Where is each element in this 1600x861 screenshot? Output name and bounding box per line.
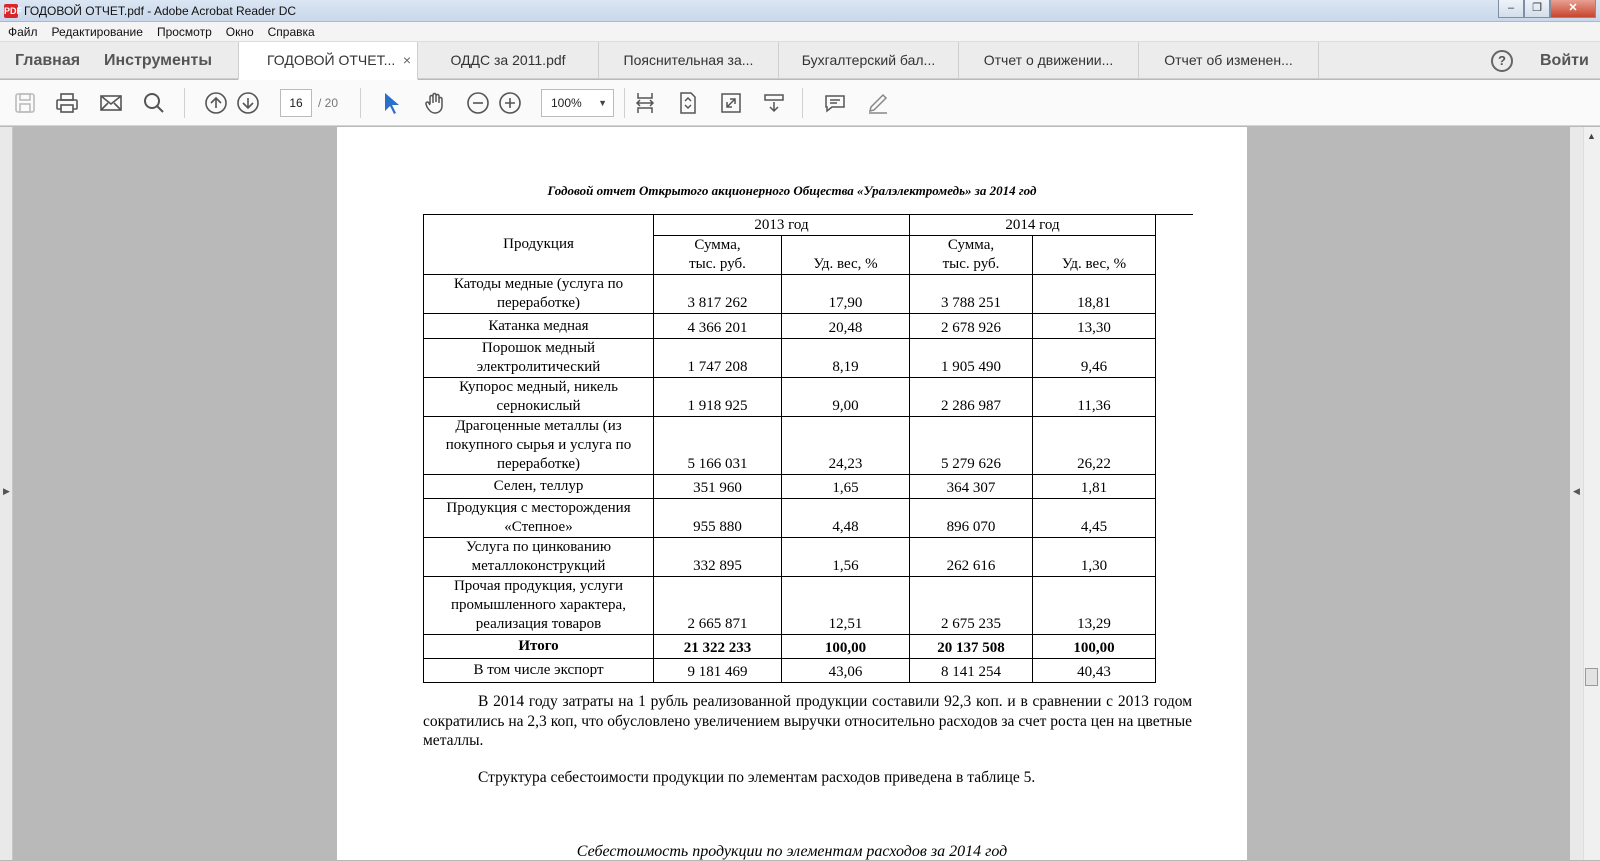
window-controls	[1498, 0, 1596, 18]
cell-share-2013: 24,23	[782, 417, 910, 475]
document-header: Годовой отчет Открытого акционерного Общества «Уралэлектромедь» за 2014 год	[547, 183, 1037, 198]
table-row	[424, 577, 1156, 635]
cell-share-2013: 43,06	[782, 659, 910, 683]
cell-share-2014: 40,43	[1033, 659, 1156, 683]
page-number-input[interactable]: 16	[280, 89, 312, 117]
cell-share-2014: 18,81	[1033, 275, 1156, 314]
paragraph-costs: В 2014 году затраты на 1 рубль реализованной продукции составили 92,3 коп. и в сравнении с 2013 годом сократились на 2,3 коп, что обусловлено увеличением выручки относительно расходов за счет роста цен на цветные металлы.	[423, 693, 1192, 749]
cell-share-2013: 1,56	[782, 538, 910, 577]
menu-edit[interactable]: Редактирование	[51, 24, 143, 39]
table-row	[424, 339, 1156, 378]
cell-share-2013: 100,00	[782, 635, 910, 659]
window-title: ГОДОВОЙ ОТЧЕТ.pdf - Adobe Acrobat Reader DC	[24, 3, 297, 18]
toolbar	[0, 80, 1600, 126]
table-row	[424, 378, 1156, 417]
zoom-select[interactable]	[541, 89, 614, 117]
minimize-button[interactable]: –	[1498, 0, 1524, 18]
cell-share-2014: 4,45	[1033, 499, 1156, 538]
cell-share-2013: 17,90	[782, 275, 910, 314]
highlight-pen-icon[interactable]	[865, 90, 891, 116]
table-row	[424, 499, 1156, 538]
nav-home[interactable]: Главная	[15, 52, 81, 69]
zoom-in-icon[interactable]	[497, 90, 523, 116]
zoom-out-icon[interactable]	[465, 90, 491, 116]
expand-left-pane-icon[interactable]: ▶	[3, 486, 10, 496]
tab-balance-sheet[interactable]: Бухгалтерский бал...	[779, 42, 959, 79]
cell-share-2013: 4,48	[782, 499, 910, 538]
tab-label: ГОДОВОЙ ОТЧЕТ...	[267, 52, 396, 68]
row-name: Продукция с месторождения «Степное»	[424, 499, 654, 538]
cell-share-2013: 9,00	[782, 378, 910, 417]
row-name: Прочая продукция, услуги промышленного характера, реализация товаров	[424, 577, 654, 635]
column-header-share-2013: Уд. вес, %	[782, 236, 910, 275]
fit-page-icon[interactable]	[675, 90, 701, 116]
cell-sum-2013: 4 366 201	[654, 314, 782, 339]
cell-share-2013: 8,19	[782, 339, 910, 378]
table-edge-line	[1153, 214, 1193, 215]
cell-sum-2013: 3 817 262	[654, 275, 782, 314]
cell-share-2014: 11,36	[1033, 378, 1156, 417]
comment-icon[interactable]	[822, 90, 848, 116]
toolbar-separator	[624, 88, 625, 118]
cell-sum-2014: 8 141 254	[910, 659, 1033, 683]
toolbar-separator	[360, 88, 361, 118]
menu-window[interactable]: Окно	[225, 24, 254, 39]
cell-sum-2014: 1 905 490	[910, 339, 1033, 378]
column-header-share-2014: Уд. вес, %	[1033, 236, 1156, 275]
row-name: Купорос медный, никель сернокислый	[424, 378, 654, 417]
cell-sum-2013: 332 895	[654, 538, 782, 577]
vertical-scrollbar[interactable]	[1583, 127, 1600, 860]
row-name: Услуга по цинкованию металлоконструкций	[424, 538, 654, 577]
tab-odds-2011[interactable]: ОДДС за 2011.pdf	[418, 42, 599, 79]
paragraph-structure: Структура себестоимости продукции по элементам расходов приведена в таблице 5.	[478, 769, 1036, 786]
sign-in-button[interactable]: Войти	[1540, 52, 1589, 69]
cell-share-2014: 9,46	[1033, 339, 1156, 378]
toolbar-separator	[802, 88, 803, 118]
pdf-page	[337, 127, 1247, 860]
row-name: В том числе экспорт	[424, 659, 654, 683]
cell-share-2014: 1,81	[1033, 475, 1156, 499]
cell-sum-2013: 351 960	[654, 475, 782, 499]
row-name: Итого	[424, 635, 654, 659]
hand-tool-icon[interactable]	[422, 90, 448, 116]
row-name: Катоды медные (услуга по переработке)	[424, 275, 654, 314]
table-row	[424, 417, 1156, 475]
email-icon[interactable]	[98, 90, 124, 116]
tab-annual-report[interactable]	[238, 42, 418, 80]
column-header-2013: 2013 год	[654, 215, 910, 236]
cell-sum-2013: 9 181 469	[654, 659, 782, 683]
menu-view[interactable]: Просмотр	[156, 24, 212, 39]
column-header-sum-2014: Сумма, тыс. руб.	[910, 236, 1033, 275]
cell-sum-2014: 364 307	[910, 475, 1033, 499]
toolbar-separator	[184, 88, 185, 118]
close-tab-icon[interactable]: ×	[402, 52, 411, 68]
cell-sum-2014: 2 675 235	[910, 577, 1033, 635]
title-bar	[0, 0, 1600, 22]
cell-sum-2013: 5 166 031	[654, 417, 782, 475]
cell-sum-2014: 20 137 508	[910, 635, 1033, 659]
table-row	[424, 538, 1156, 577]
tab-changes-report[interactable]: Отчет об изменен...	[1139, 42, 1319, 79]
cell-share-2014: 26,22	[1033, 417, 1156, 475]
cell-sum-2014: 262 616	[910, 538, 1033, 577]
save-icon[interactable]	[12, 90, 38, 116]
cell-sum-2014: 5 279 626	[910, 417, 1033, 475]
cell-sum-2013: 1 747 208	[654, 339, 782, 378]
table-row-total	[424, 635, 1156, 659]
row-name: Порошок медный электролитический	[424, 339, 654, 378]
table-row	[424, 475, 1156, 499]
scroll-up-icon[interactable]: ▲	[1587, 131, 1596, 141]
scroll-mode-icon[interactable]	[632, 90, 658, 116]
cell-share-2014: 13,30	[1033, 314, 1156, 339]
read-mode-icon[interactable]	[761, 90, 787, 116]
cell-share-2013: 20,48	[782, 314, 910, 339]
row-name: Селен, теллур	[424, 475, 654, 499]
column-header-sum-2013: Сумма, тыс. руб.	[654, 236, 782, 275]
next-page-icon[interactable]	[235, 90, 261, 116]
menu-bar	[0, 22, 1600, 42]
menu-help[interactable]: Справка	[267, 24, 315, 39]
tab-explanatory-note[interactable]: Пояснительная за...	[599, 42, 779, 79]
cell-share-2013: 12,51	[782, 577, 910, 635]
products-table	[423, 214, 1156, 683]
cell-sum-2014: 3 788 251	[910, 275, 1033, 314]
cell-sum-2013: 21 322 233	[654, 635, 782, 659]
chevron-down-icon: ▼	[598, 98, 607, 108]
print-icon[interactable]	[54, 90, 80, 116]
previous-page-icon[interactable]	[203, 90, 229, 116]
page-total: / 20	[318, 96, 339, 110]
cell-sum-2013: 955 880	[654, 499, 782, 538]
cell-sum-2014: 2 286 987	[910, 378, 1033, 417]
tab-bar	[0, 42, 1600, 79]
cell-share-2014: 13,29	[1033, 577, 1156, 635]
nav-tools[interactable]: Инструменты	[104, 52, 213, 69]
column-header-product: Продукция	[424, 215, 654, 275]
cell-share-2014: 1,30	[1033, 538, 1156, 577]
search-icon[interactable]	[141, 90, 167, 116]
select-cursor-icon[interactable]	[378, 90, 404, 116]
cell-share-2014: 100,00	[1033, 635, 1156, 659]
help-icon[interactable]: ?	[1491, 50, 1513, 72]
table-row	[424, 314, 1156, 339]
menu-file[interactable]: Файл	[8, 24, 38, 39]
cell-share-2013: 1,65	[782, 475, 910, 499]
cell-sum-2014: 2 678 926	[910, 314, 1033, 339]
column-header-2014: 2014 год	[910, 215, 1156, 236]
row-name: Катанка медная	[424, 314, 654, 339]
close-window-button[interactable]: ✕	[1550, 0, 1596, 18]
tab-cash-flow-report[interactable]: Отчет о движении...	[959, 42, 1139, 79]
row-name: Драгоценные металлы (из покупного сырья и услуга по переработке)	[424, 417, 654, 475]
acrobat-app-icon: PDF	[4, 5, 22, 16]
restore-button[interactable]: ❐	[1524, 0, 1550, 18]
cell-sum-2013: 2 665 871	[654, 577, 782, 635]
cell-sum-2013: 1 918 925	[654, 378, 782, 417]
cell-sum-2014: 896 070	[910, 499, 1033, 538]
zoom-value: 100%	[551, 96, 582, 110]
table-row-export	[424, 659, 1156, 683]
full-screen-icon[interactable]	[718, 90, 744, 116]
table-caption: Себестоимость продукции по элементам расходов за 2014 год	[576, 843, 1008, 860]
scrollbar-thumb[interactable]	[1585, 668, 1598, 686]
table-row	[424, 275, 1156, 314]
expand-right-pane-icon[interactable]: ◀	[1573, 486, 1580, 496]
